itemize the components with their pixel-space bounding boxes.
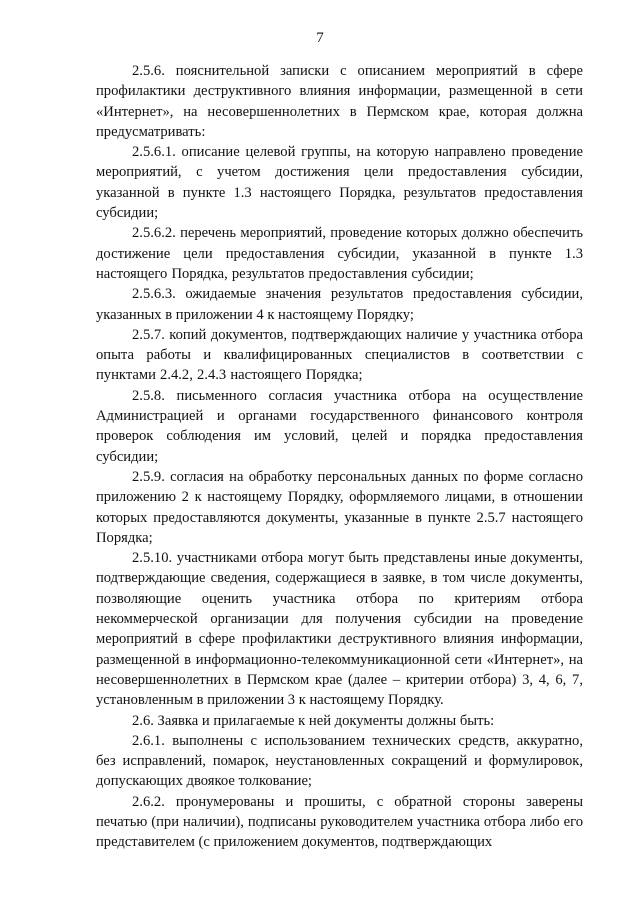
paragraph-2-5-9: 2.5.9. согласия на обработку персональных данных по форме согласно приложению 2 к настоящему Порядку, оформляемого лицами, в отношении которых предоставляются документы, указанные в пункте 2.5.7 настоящего Порядка; [96,468,583,546]
document-body [96,61,583,853]
paragraph-2-5-6-2: 2.5.6.2. перечень мероприятий, проведение которых должно обеспечить достижение цели предоставления субсидии, указанной в пункте 1.3 настоящего Порядка, результатов предоставления субсидии; [96,225,583,282]
paragraph-2-5-10: 2.5.10. участниками отбора могут быть представлены иные документы, подтверждающие сведения, содержащиеся в заявке, в том числе документы, позволяющие оценить участника отбора по критериям отбора некоммерческой организации для получения субсидии на проведение мероприятий в сфере профилактики деструктивного влияния информации, размещенной в информационно-телекоммуникационной сети «Интернет», на несовершеннолетних в Пермском крае (далее – критерии отбора) 3, 4, 6, 7, установленным в приложении 3 к настоящему Порядку. [96,550,583,709]
paragraph-2-6-2: 2.6.2. пронумерованы и прошиты, с обратной стороны заверены печатью (при наличии), подписаны руководителем участника отбора либо его представителем (с приложением документов, подтверждающих [96,793,583,851]
paragraph-2-5-8: 2.5.8. письменного согласия участника отбора на осуществление Администрацией и органами государственного финансового контроля проверок соблюдения им условий, целей и порядка предоставления субсидии; [96,387,583,465]
paragraph-2-5-6: 2.5.6. пояснительной записки с описанием мероприятий в сфере профилактики деструктивного влияния информации, размещенной в сети «Интернет», на несовершеннолетних в Пермском крае, которая должна предусматривать: [96,63,583,140]
page-number: 7 [316,30,324,46]
paragraph-2-5-7: 2.5.7. копий документов, подтверждающих наличие у участника отбора опыта работы и квалифицированных специалистов в соответствии с пунктами 2.4.2, 2.4.3 настоящего Порядка; [96,326,583,384]
paragraph-2-6: 2.6. Заявка и прилагаемые к ней документы должны быть: [132,712,495,729]
paragraph-2-6-1: 2.6.1. выполнены с использованием технических средств, аккуратно, без исправлений, помарок, неустановленных сокращений и формулировок, допускающих двоякое толкование; [96,732,583,790]
paragraph-2-5-6-1: 2.5.6.1. описание целевой группы, на которую направлено проведение мероприятий, с учетом достижения цели предоставления субсидии, указанной в пункте 1.3 настоящего Порядка, результатов предоставления субсидии; [96,144,583,222]
paragraph-2-5-6-3: 2.5.6.3. ожидаемые значения результатов предоставления субсидии, указанных в приложении 4 к настоящему Порядку; [96,286,583,323]
